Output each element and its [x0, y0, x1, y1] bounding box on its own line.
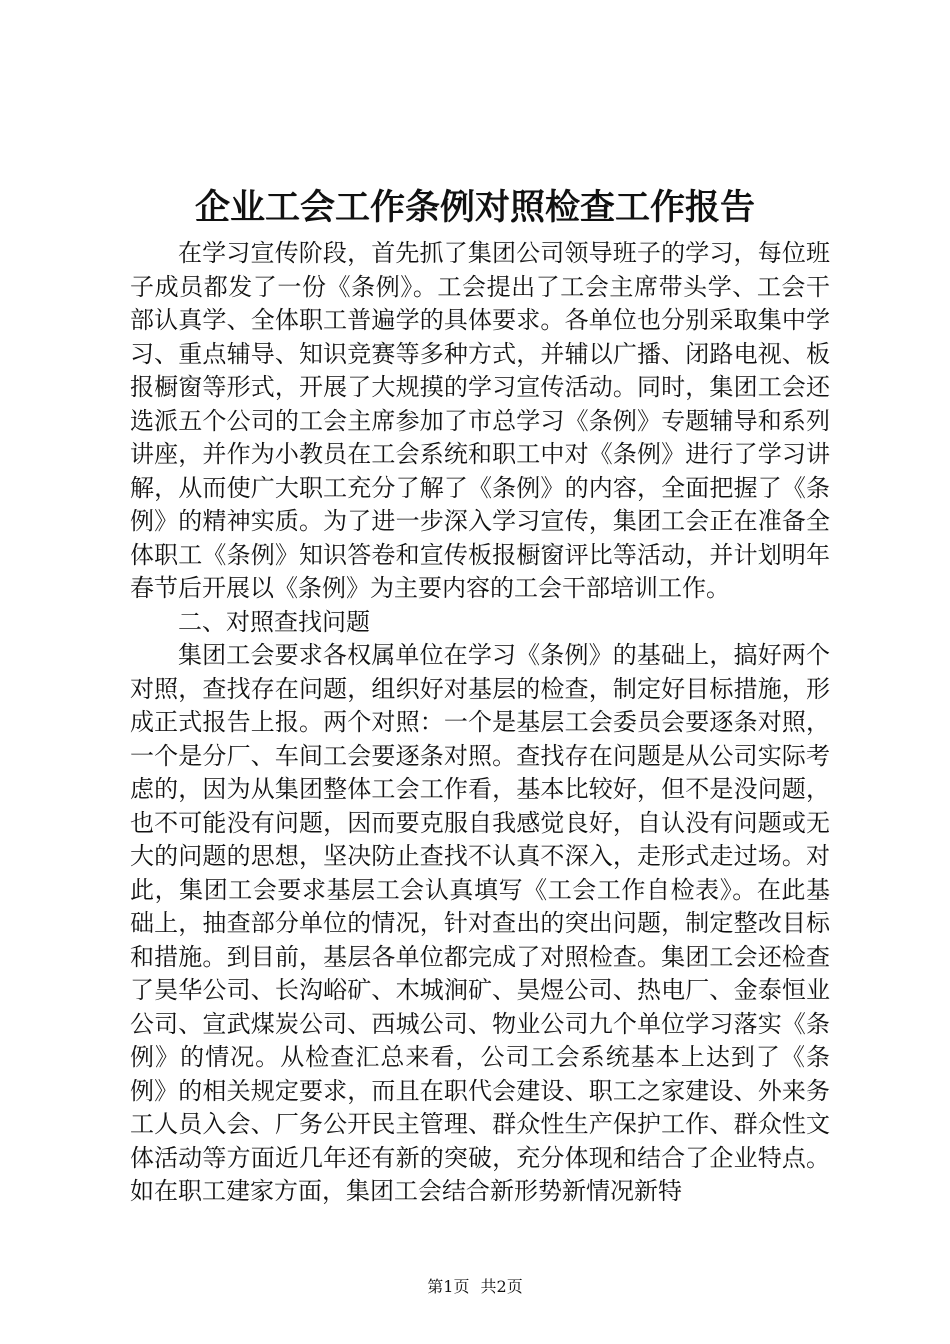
- section-heading-compare-find-problems: 二、对照查找问题: [178, 607, 370, 636]
- document-body: [130, 237, 830, 1209]
- paragraph-compare-inspection: 集团工会要求各权属单位在学习《条例》的基础上，搞好两个对照，查找存在问题，组织好对基层的检查，制定好目标措施，形成正式报告上报。两个对照：一个是基层工会委员会要逐条对照，一个是分厂、车间工会要逐条对照。查找存在问题是从公司实际考虑的，因为从集团整体工会工作看，基本比较好，但不是没问题，也不可能没有问题，因而要克服自我感觉良好，自认没有问题或无大的问题的思想，坚决防止查找不认真不深入，走形式走过场。对此，集团工会要求基层工会认真填写《工会工作自检表》。在此基础上，抽查部分单位的情况，针对查出的突出问题，制定整改目标和措施。到目前，基层各单位都完成了对照检查。集团工会还检查了昊华公司、长沟峪矿、木城涧矿、昊煜公司、热电厂、金泰恒业公司、宣武煤炭公司、西城公司、物业公司九个单位学习落实《条例》的情况。从检查汇总来看，公司工会系统基本上达到了《条例》的相关规定要求，而且在职代会建设、职工之家建设、外来务工人员入会、厂务公开民主管理、群众性生产保护工作、群众性文体活动等方面近几年还有新的突破，充分体现和结合了企业特点。如在职工建家方面，集团工会结合新形势新情况新特: [130, 641, 830, 1205]
- page-number: 第1页: [427, 1277, 470, 1296]
- document-title: 企业工会工作条例对照检查工作报告: [194, 187, 755, 228]
- page-footer: [0, 1276, 950, 1298]
- page-total: 共2页: [480, 1277, 523, 1296]
- paragraph-study-publicity: 在学习宣传阶段，首先抓了集团公司领导班子的学习，每位班子成员都发了一份《条例》。工会提出了工会主席带头学、工会干部认真学、全体职工普遍学的具体要求。各单位也分别采取集中学习、重点辅导、知识竞赛等多种方式，并辅以广播、闭路电视、板报橱窗等形式，开展了大规摸的学习宣传活动。同时，集团工会还选派五个公司的工会主席参加了市总学习《条例》专题辅导和系列讲座，并作为小教员在工会系统和职工中对《条例》进行了学习讲解，从而使广大职工充分了解了《条例》的内容，全面把握了《条例》的精神实质。为了进一步深入学习宣传，集团工会正在准备全体职工《条例》知识答卷和宣传板报橱窗评比等活动，并计划明年春节后开展以《条例》为主要内容的工会干部培训工作。: [130, 239, 830, 602]
